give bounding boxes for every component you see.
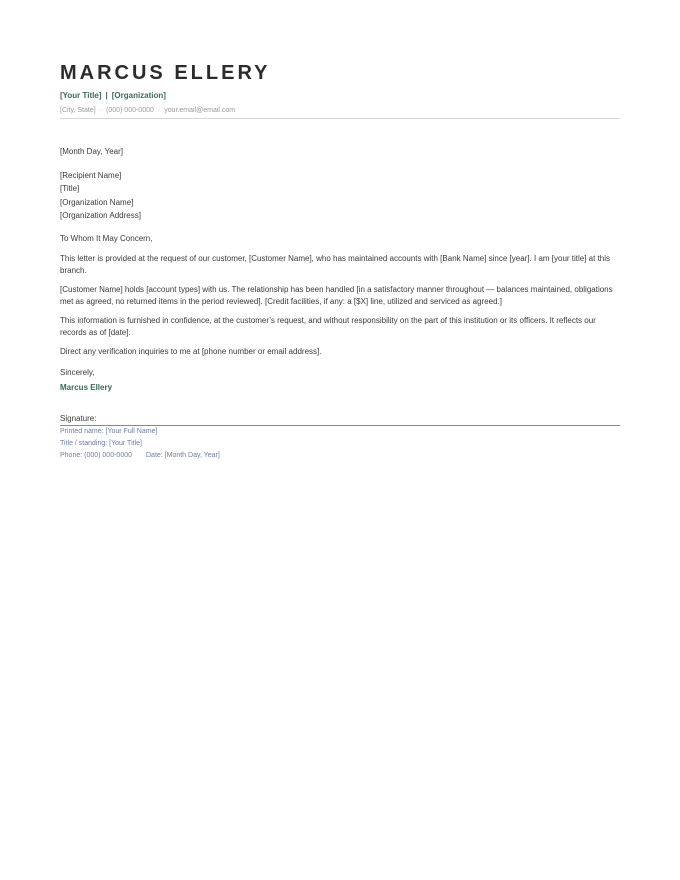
sender-subtitle [60,90,620,102]
subtitle-separator: | [105,91,108,100]
sender-organization: [Organization] [111,91,166,100]
sender-location: [City, State] [60,107,96,114]
sender-name: MARCUS ELLERY [60,62,271,84]
recipient-title: [Title] [60,184,80,194]
recipient-block [60,169,620,222]
closing: Sincerely, [60,368,95,378]
sender-contact [60,106,620,116]
letter-date: [Month Day, Year] [60,147,123,156]
signature-date: Date: [Month Day, Year] [146,451,220,459]
contact-dot: · [99,107,103,114]
salutation: To Whom It May Concern, [60,234,153,244]
signature-label: Signature: [60,414,97,424]
header-divider [60,118,620,119]
body-paragraph: [Customer Name] holds [account types] with us. The relationship has been handled [in a satisfactory manner throughout — balances maintained, obligations met as agreed, no returned items in the period reviewed]. [Credit facilities, if any: a [$X] line, utilized and serviced as agreed.] [60,285,613,307]
body-paragraph: Direct any verification inquiries to me at [phone number or email address]. [60,347,322,357]
title-standing-row: Title / standing: [Your Title] [60,439,142,447]
recipient-organization: [Organization Name] [60,197,134,207]
signature-phone: Phone: (000) 000-0000 [60,451,132,459]
letter-content [60,60,620,461]
body-paragraph: This information is furnished in confidence, at the customer’s request, and without responsibility on the part of this institution or its officers. It reflects our records as of [date]. [60,316,596,338]
body-paragraph: This letter is provided at the request of our customer, [Customer Name], who has maintained accounts with [Bank Name] since [year]. I am [your title] at this branch. [60,254,611,276]
phone-date-row [60,450,620,462]
sender-phone: (000) 000-0000 [106,107,154,114]
contact-dot: · [157,107,161,114]
printed-name-row: Printed name: [Your Full Name] [60,428,158,436]
sender-email: your.email@email.com [164,107,236,114]
sender-title: [Your Title] [60,91,102,100]
recipient-name: [Recipient Name] [60,171,122,180]
signer-name: Marcus Ellery [60,383,113,393]
recipient-address: [Organization Address] [60,210,141,220]
